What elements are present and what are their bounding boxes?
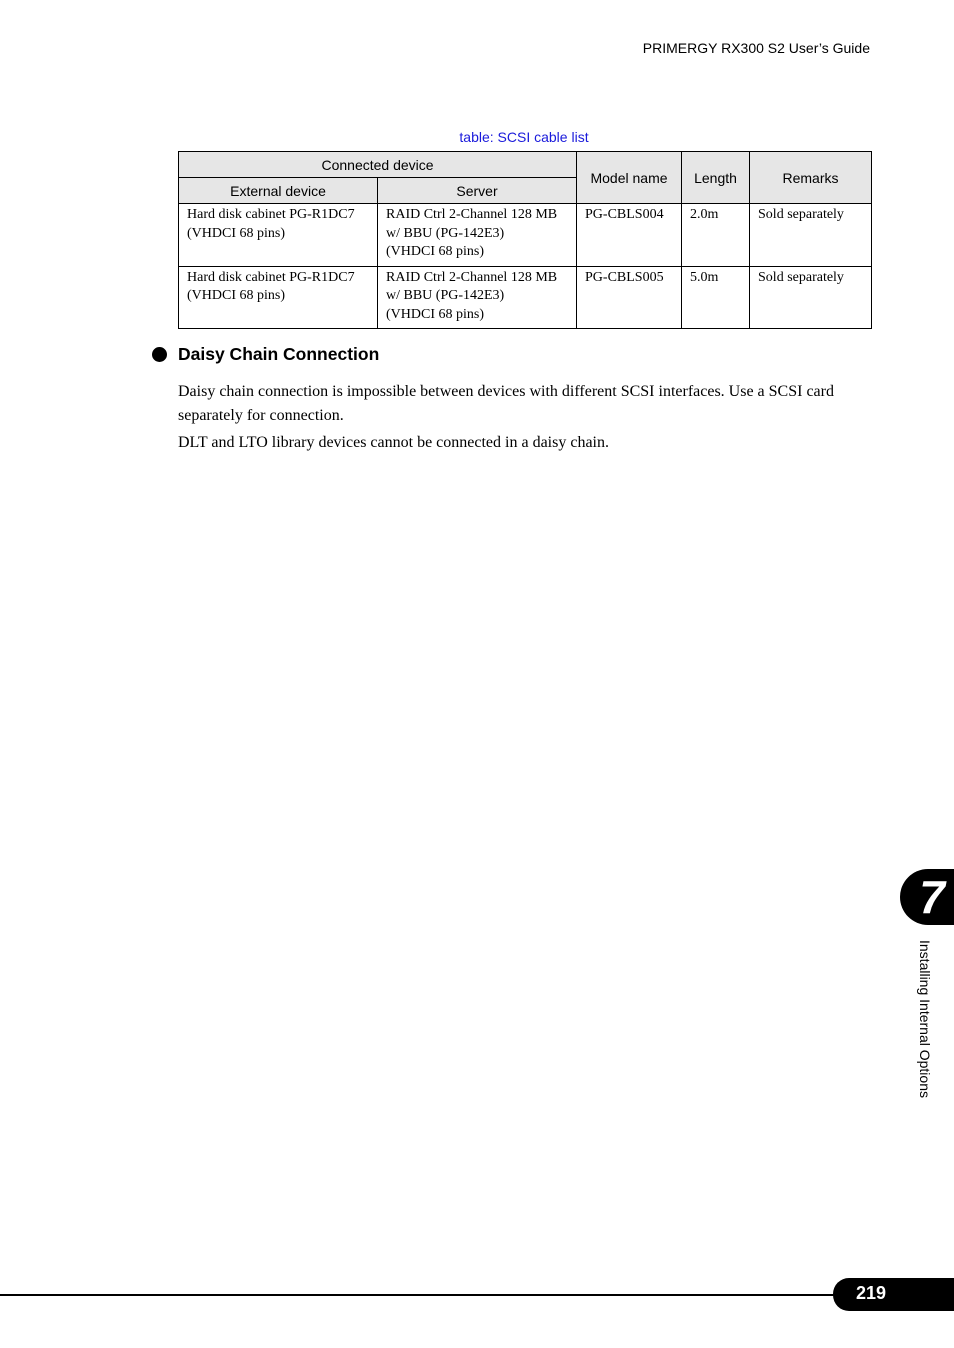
chapter-tab bbox=[900, 869, 954, 925]
header-model-name: Model name bbox=[577, 152, 682, 204]
body-paragraph: Daisy chain connection is impossible between devices with different SCSI interfaces. Use a SCSI card separately for connection. bbox=[178, 383, 834, 424]
scsi-cable-table bbox=[178, 151, 872, 329]
header-connected-device: Connected device bbox=[179, 152, 577, 178]
cell-remarks: Sold separately bbox=[750, 266, 872, 329]
cell-external-device: Hard disk cabinet PG-R1DC7 (VHDCI 68 pins) bbox=[179, 204, 378, 267]
guide-title: PRIMERGY RX300 S2 User’s Guide bbox=[642, 40, 870, 56]
header-remarks: Remarks bbox=[750, 152, 872, 204]
header-length: Length bbox=[682, 152, 750, 204]
table-header-row bbox=[179, 152, 872, 178]
chapter-title: Installing Internal Options bbox=[917, 940, 933, 1098]
table-row bbox=[179, 266, 872, 329]
footer-divider bbox=[0, 1294, 840, 1296]
cell-remarks: Sold separately bbox=[750, 204, 872, 267]
header-external-device: External device bbox=[179, 178, 378, 204]
section-heading-text: Daisy Chain Connection bbox=[178, 344, 380, 364]
chapter-number: 7 bbox=[919, 871, 945, 923]
page-number: 219 bbox=[856, 1283, 887, 1303]
cell-length: 5.0m bbox=[682, 266, 750, 329]
section-heading bbox=[152, 344, 379, 365]
cell-external-device: Hard disk cabinet PG-R1DC7 (VHDCI 68 pins) bbox=[179, 266, 378, 329]
page-number-badge bbox=[833, 1278, 954, 1311]
header-server: Server bbox=[378, 178, 577, 204]
table-caption: table: SCSI cable list bbox=[459, 129, 589, 145]
body-paragraph: DLT and LTO library devices cannot be connected in a daisy chain. bbox=[178, 434, 609, 451]
cell-server: RAID Ctrl 2-Channel 128 MB w/ BBU (PG-142E3) (VHDCI 68 pins) bbox=[378, 266, 577, 329]
cell-model-name: PG-CBLS005 bbox=[577, 266, 682, 329]
table-row bbox=[179, 204, 872, 267]
bullet-icon bbox=[152, 347, 167, 362]
cell-server: RAID Ctrl 2-Channel 128 MB w/ BBU (PG-142E3) (VHDCI 68 pins) bbox=[378, 204, 577, 267]
cell-model-name: PG-CBLS004 bbox=[577, 204, 682, 267]
cell-length: 2.0m bbox=[682, 204, 750, 267]
